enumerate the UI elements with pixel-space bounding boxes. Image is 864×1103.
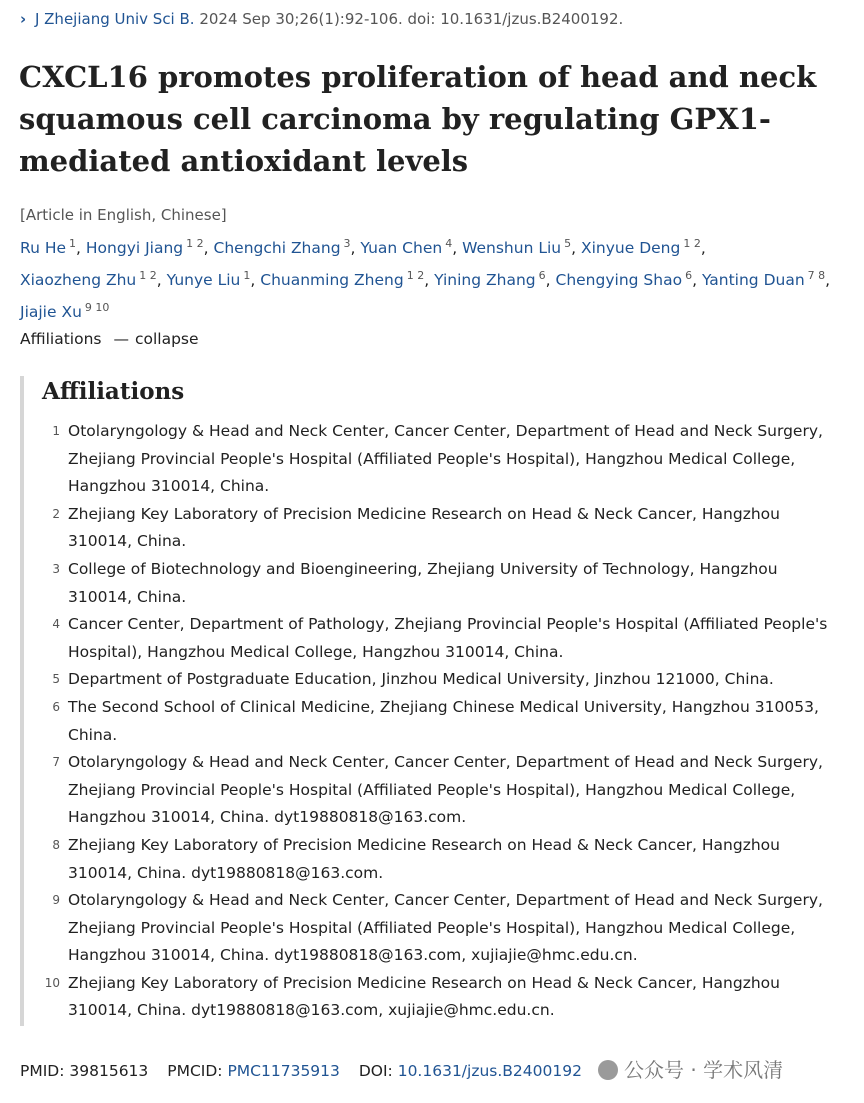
affiliation-item xyxy=(24,501,840,556)
chevron-right-icon[interactable]: › xyxy=(20,10,27,28)
pmid-label: PMID: xyxy=(20,1062,65,1080)
dash-icon: — xyxy=(113,330,129,348)
author-affiliation-ref[interactable]: 1 2 xyxy=(186,237,204,250)
affiliations-toggle[interactable] xyxy=(20,330,199,348)
affiliation-number: 7 xyxy=(52,755,60,770)
affiliation-number: 3 xyxy=(52,561,60,576)
affiliation-text: Department of Postgraduate Education, Jinzhou Medical University, Jinzhou 121000, China. xyxy=(68,670,774,689)
affiliation-item xyxy=(24,666,840,694)
affiliation-number: 10 xyxy=(44,975,60,990)
author-link[interactable]: Yuan Chen xyxy=(360,239,443,258)
watermark-text: 公众号 · 学术风清 xyxy=(624,1058,784,1082)
affiliation-item xyxy=(24,694,840,749)
citation-line xyxy=(20,10,623,28)
affiliation-number: 5 xyxy=(52,672,60,687)
author-link[interactable]: Wenshun Liu xyxy=(462,239,562,258)
author-affiliation-ref[interactable]: 7 8 xyxy=(807,269,826,283)
affiliation-item xyxy=(24,832,840,887)
author-affiliation-ref[interactable]: 1 2 xyxy=(139,269,157,283)
citation-details: 2024 Sep 30;26(1):92-106. doi: 10.1631/jzus.B2400192. xyxy=(199,10,624,28)
article-title: CXCL16 promotes proliferation of head and neck squamous cell carcinoma by regulating GPX1-mediated antioxidant levels xyxy=(19,60,817,178)
author-item: Wenshun Liu $^5$, xyxy=(462,237,577,258)
language-note: [Article in English, Chinese] xyxy=(20,206,227,224)
author-link[interactable]: Xinyue Deng xyxy=(580,239,681,258)
author-affiliation-ref[interactable]: 1 xyxy=(69,237,77,250)
affiliation-number: 4 xyxy=(52,617,60,632)
affiliation-item xyxy=(24,611,840,666)
affiliation-text: The Second School of Clinical Medicine, Zhejiang Chinese Medical University, Hangzhou 310053, China. xyxy=(68,697,819,744)
affiliation-text: College of Biotechnology and Bioengineering, Zhejiang University of Technology, Hangzhou 310014, China. xyxy=(68,559,778,606)
watermark xyxy=(598,1054,783,1083)
affiliation-number: 9 xyxy=(52,893,60,908)
author-item: Hongyi Jiang $^{1 2}$, xyxy=(85,237,209,258)
affiliations-list xyxy=(24,418,840,1025)
affiliation-text: Otolaryngology & Head and Neck Center, Cancer Center, Department of Head and Neck Surgery, Zhejiang Provincial People's Hospital (Affiliated People's Hospital), Hangzhou Medical College, Hangzhou 310014, China. xyxy=(68,422,823,496)
author-affiliation-ref[interactable]: 6 xyxy=(538,269,546,283)
doi-link[interactable]: 10.1631/jzus.B2400192 xyxy=(397,1062,582,1080)
pmcid-label: PMCID: xyxy=(167,1062,223,1080)
affiliations-panel xyxy=(20,376,840,1026)
author-affiliation-ref[interactable]: 5 xyxy=(564,237,572,250)
affiliation-text: Zhejiang Key Laboratory of Precision Medicine Research on Head & Neck Cancer, Hangzhou 310014, China. dyt19880818@163.com. xyxy=(68,835,780,882)
author-item: Chuanming Zheng $^{1 2}$, xyxy=(260,269,430,290)
author-link[interactable]: Chengchi Zhang xyxy=(213,239,341,258)
affiliation-text: Otolaryngology & Head and Neck Center, Cancer Center, Department of Head and Neck Surgery, Zhejiang Provincial People's Hospital (Affiliated People's Hospital), Hangzhou Medical College, Hangzhou 310014, China. dyt19880818@163.com, xujiajie@hmc.edu.cn. xyxy=(68,891,823,965)
pmid-value: 39815613 xyxy=(69,1062,149,1080)
pmcid-link[interactable]: PMC11735913 xyxy=(227,1062,340,1080)
identifiers xyxy=(20,1062,582,1080)
author-item: Ru He $^1$, xyxy=(20,237,81,258)
affiliation-text: Zhejiang Key Laboratory of Precision Medicine Research on Head & Neck Cancer, Hangzhou 310014, China. dyt19880818@163.com, xujiajie@hmc.edu.cn. xyxy=(68,973,780,1020)
author-link[interactable]: Chengying Shao xyxy=(555,271,683,290)
author-link[interactable]: Xiaozheng Zhu xyxy=(20,271,137,290)
collapse-link[interactable]: collapse xyxy=(134,330,199,348)
author-item: Yining Zhang $^6$, xyxy=(434,269,551,290)
affiliation-number: 1 xyxy=(52,424,60,438)
author-link[interactable]: Hongyi Jiang xyxy=(85,239,184,258)
author-link[interactable]: Yanting Duan xyxy=(701,271,805,290)
affiliation-text: Zhejiang Key Laboratory of Precision Medicine Research on Head & Neck Cancer, Hangzhou 310014, China. xyxy=(68,504,780,551)
author-link[interactable]: Jiajie Xu xyxy=(20,303,82,322)
author-item: Yunye Liu $^1$, xyxy=(166,269,256,290)
affiliation-item xyxy=(24,418,840,501)
doi-label: DOI: xyxy=(358,1062,393,1080)
author-link[interactable]: Ru He xyxy=(20,239,67,258)
affiliations-toggle-label: Affiliations xyxy=(20,330,102,348)
author-affiliation-ref[interactable]: 4 xyxy=(445,237,453,250)
author-link[interactable]: Yunye Liu xyxy=(166,271,241,290)
affiliations-heading: Affiliations xyxy=(42,378,185,405)
author-affiliation-ref[interactable]: 9 10 xyxy=(84,301,110,315)
author-item xyxy=(20,303,109,321)
author-affiliation-ref[interactable]: 1 2 xyxy=(683,237,701,250)
affiliation-number: 2 xyxy=(52,506,60,521)
affiliation-number: 8 xyxy=(52,837,60,852)
author-item: Yuan Chen $^4$, xyxy=(360,237,458,258)
affiliation-item xyxy=(24,970,840,1025)
author-item: Xinyue Deng $^{1 2}$, xyxy=(580,237,706,258)
wechat-icon xyxy=(598,1060,618,1080)
affiliation-text: Cancer Center, Department of Pathology, Zhejiang Provincial People's Hospital (Affiliated People's Hospital), Hangzhou Medical College, Hangzhou 310014, China. xyxy=(68,615,828,661)
affiliation-item xyxy=(24,887,840,970)
author-link[interactable]: Yining Zhang xyxy=(434,271,536,290)
author-affiliation-ref[interactable]: 6 xyxy=(685,269,693,283)
affiliation-text: Otolaryngology & Head and Neck Center, Cancer Center, Department of Head and Neck Surgery, Zhejiang Provincial People's Hospital (Affiliated People's Hospital), Hangzhou Medical College, Hangzhou 310014, China. dyt19880818@163.com. xyxy=(68,753,823,827)
affiliation-item xyxy=(24,556,840,611)
author-affiliation-ref[interactable]: 3 xyxy=(343,237,351,250)
journal-link[interactable]: J Zhejiang Univ Sci B. xyxy=(34,10,195,28)
author-affiliation-ref[interactable]: 1 2 xyxy=(406,269,425,283)
author-item: Chengying Shao $^6$, xyxy=(555,269,697,290)
author-item: Chengchi Zhang $^3$, xyxy=(213,237,356,258)
author-item: Yanting Duan $^{7 8}$, xyxy=(701,269,831,290)
author-affiliation-ref[interactable]: 1 xyxy=(243,269,251,283)
author-list xyxy=(20,230,840,326)
author-link[interactable]: Chuanming Zheng xyxy=(260,271,404,290)
author-item: Xiaozheng Zhu $^{1 2}$, xyxy=(20,269,162,290)
affiliation-item xyxy=(24,749,840,832)
affiliation-number: 6 xyxy=(52,699,60,714)
